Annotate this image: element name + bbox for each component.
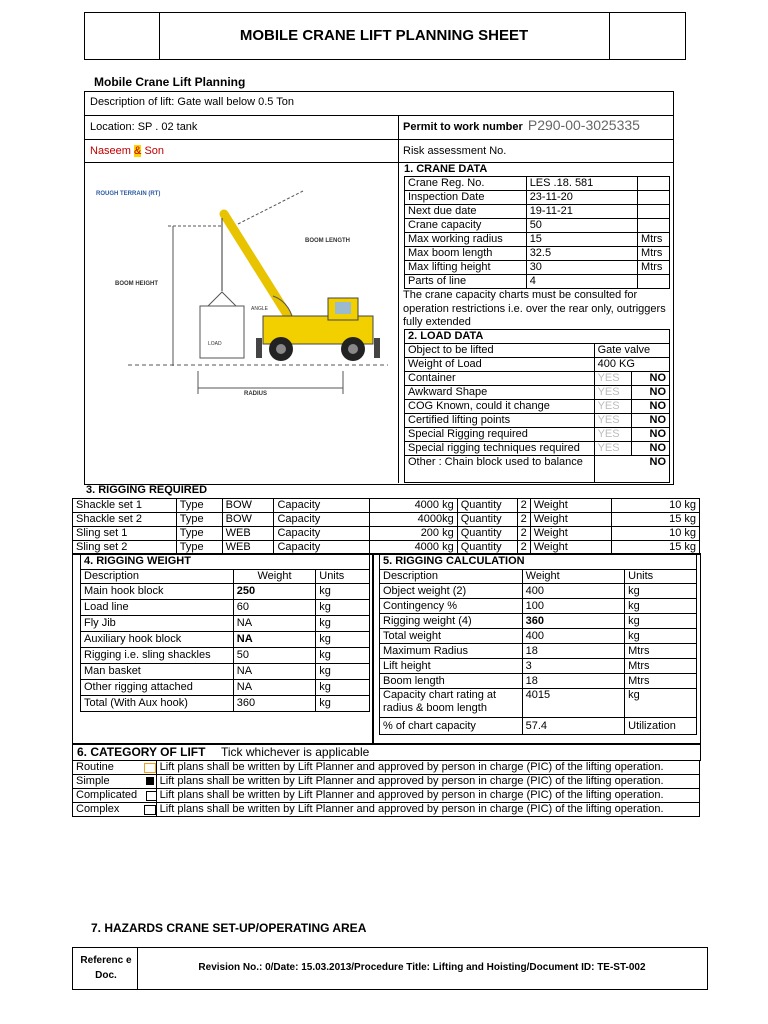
rigging-calc-unit: kg xyxy=(625,614,697,629)
rigging-required-row xyxy=(73,513,700,527)
category-label: Simple xyxy=(76,775,110,787)
load-other-row xyxy=(405,456,670,483)
rigging-weight-row xyxy=(81,664,370,680)
crane-data-row xyxy=(405,261,670,275)
no-option: NO xyxy=(632,428,670,442)
category-checkbox[interactable] xyxy=(144,805,156,815)
no-option: NO xyxy=(632,400,670,414)
rigging-weight-unit: kg xyxy=(316,664,370,680)
category-description: Lift plans shall be written by Lift Planner and approved by person in charge (PIC) of the lifting operation. xyxy=(156,803,699,817)
column-header: Description xyxy=(380,570,523,584)
chart-percent-unit: Utilization xyxy=(625,718,697,735)
crane-data-value: LES .18. 581 xyxy=(526,177,637,191)
weight-label: Weight xyxy=(530,499,612,513)
rigging-weight-value: NA xyxy=(233,680,315,696)
crane-data-value: 30 xyxy=(526,261,637,275)
lift-description: Description of lift: Gate wall below 0.5 Ton xyxy=(90,96,295,108)
weight-label: Weight xyxy=(530,541,612,555)
yes-option: YES xyxy=(594,428,632,442)
rigging-calc-value: 400 xyxy=(522,584,624,599)
lift-section-title: Mobile Crane Lift Planning xyxy=(94,75,246,89)
crane-data-label: Crane Reg. No. xyxy=(405,177,527,191)
rigging-weight-value: 250 xyxy=(233,584,315,600)
company-b: Son xyxy=(144,145,165,157)
load-data-title: 2. LOAD DATA xyxy=(405,330,670,344)
rigging-item-quantity: 2 xyxy=(517,499,530,513)
rigging-item-weight: 15 kg xyxy=(612,513,700,527)
category-checkbox[interactable] xyxy=(146,777,154,785)
chart-percent-value: 57.4 xyxy=(522,718,624,735)
crane-diagram xyxy=(88,166,394,416)
crane-capacity-note: The crane capacity charts must be consulted for operation restrictions i.e. over the rear only, outriggers fully extended xyxy=(403,289,666,328)
rigging-item-name: Sling set 2 xyxy=(73,541,177,555)
load-check-row xyxy=(405,372,670,386)
rigging-item-capacity: 4000kg xyxy=(370,513,458,527)
capacity-chart-desc: Capacity chart rating at radius & boom length xyxy=(380,689,523,718)
rigging-weight-desc: Auxiliary hook block xyxy=(81,632,234,648)
quantity-label: Quantity xyxy=(457,527,517,541)
column-header: Weight xyxy=(233,570,315,584)
rigging-weight-table xyxy=(80,554,370,712)
rigging-calc-table xyxy=(379,554,697,735)
crane-data-value: 50 xyxy=(526,219,637,233)
rigging-item-capacity: 4000 kg xyxy=(370,541,458,555)
rigging-calc-desc: Object weight (2) xyxy=(380,584,523,599)
crane-data-unit xyxy=(638,205,670,219)
rigging-weight-row xyxy=(81,600,370,616)
rigging-weight-title: 4. RIGGING WEIGHT xyxy=(81,555,370,570)
angle-label: ANGLE xyxy=(251,306,268,312)
capacity-chart-unit: kg xyxy=(625,689,697,718)
rigging-calc-row xyxy=(380,659,697,674)
rigging-calc-row xyxy=(380,644,697,659)
rigging-weight-value: NA xyxy=(233,632,315,648)
company-amp: & xyxy=(134,145,142,157)
capacity-chart-value: 4015 xyxy=(522,689,624,718)
rigging-weight-unit: kg xyxy=(316,648,370,664)
rigging-item-type: BOW xyxy=(222,513,274,527)
category-row xyxy=(73,761,700,775)
capacity-label: Capacity xyxy=(274,527,370,541)
crane-data-unit: Mtrs xyxy=(638,247,670,261)
rigging-weight-row xyxy=(81,680,370,696)
object-label: Object to be lifted xyxy=(405,344,595,358)
crane-data-unit: Mtrs xyxy=(638,233,670,247)
category-cell xyxy=(73,803,157,817)
permit-label: Permit to work number xyxy=(403,121,523,133)
rigging-calc-value: 18 xyxy=(522,644,624,659)
quantity-label: Quantity xyxy=(457,499,517,513)
rigging-calc-row xyxy=(380,629,697,644)
load-data-table xyxy=(404,329,670,483)
crane-data-row xyxy=(405,219,670,233)
load-check-label: Special Rigging required xyxy=(405,428,595,442)
rigging-calc-desc: Rigging weight (4) xyxy=(380,614,523,629)
crane-data-unit xyxy=(638,177,670,191)
rigging-weight-desc: Total (With Aux hook) xyxy=(81,696,234,712)
crane-data-table xyxy=(404,176,670,289)
rigging-weight-row xyxy=(81,616,370,632)
category-checkbox[interactable] xyxy=(144,763,156,773)
weight-label: Weight xyxy=(530,527,612,541)
load-check-row xyxy=(405,386,670,400)
category-description: Lift plans shall be written by Lift Planner and approved by person in charge (PIC) of the lifting operation. xyxy=(156,775,699,789)
weight-label: Weight xyxy=(530,513,612,527)
quantity-label: Quantity xyxy=(457,541,517,555)
crane-data-value: 19-11-21 xyxy=(526,205,637,219)
rigging-weight-value: NA xyxy=(233,664,315,680)
object-value: Gate valve xyxy=(594,344,669,358)
crane-data-value: 23-11-20 xyxy=(526,191,637,205)
revision-info: Revision No.: 0/Date: 15.03.2013/Procedure Title: Lifting and Hoisting/Document ID: TE-ST-002 xyxy=(198,962,646,973)
rigging-calc-value: 100 xyxy=(522,599,624,614)
rigging-calc-row xyxy=(380,674,697,689)
load-check-label: Special rigging techniques required xyxy=(405,442,595,456)
rigging-calc-desc: Lift height xyxy=(380,659,523,674)
rigging-calc-unit: kg xyxy=(625,584,697,599)
category-header xyxy=(72,743,701,761)
rigging-calc-desc: Contingency % xyxy=(380,599,523,614)
category-description: Lift plans shall be written by Lift Planner and approved by person in charge (PIC) of the lifting operation. xyxy=(156,761,699,775)
crane-data-unit xyxy=(638,191,670,205)
rigging-required-row xyxy=(73,527,700,541)
rigging-weight-header xyxy=(81,570,370,584)
rigging-weight-unit: kg xyxy=(316,696,370,712)
title-block xyxy=(84,12,686,60)
type-label: Type xyxy=(176,499,222,513)
column-header: Description xyxy=(81,570,234,584)
rigging-item-quantity: 2 xyxy=(517,513,530,527)
radius-label: RADIUS xyxy=(244,391,268,397)
crane-data-row xyxy=(405,191,670,205)
rigging-item-quantity: 2 xyxy=(517,527,530,541)
boom-length-label: BOOM LENGTH xyxy=(305,238,350,244)
crane-data-row xyxy=(405,177,670,191)
rigging-calc-row xyxy=(380,614,697,629)
load-check-row xyxy=(405,414,670,428)
rigging-item-weight: 10 kg xyxy=(612,527,700,541)
no-option: NO xyxy=(632,414,670,428)
rigging-weight-desc: Other rigging attached xyxy=(81,680,234,696)
load-check-row xyxy=(405,442,670,456)
category-table xyxy=(72,760,700,817)
rigging-weight-row xyxy=(81,696,370,712)
rigging-weight-value: 360 xyxy=(233,696,315,712)
rigging-calc-value: 400 xyxy=(522,629,624,644)
rigging-item-type: WEB xyxy=(222,527,274,541)
rigging-weight-value: 50 xyxy=(233,648,315,664)
quantity-label: Quantity xyxy=(457,513,517,527)
category-row xyxy=(73,803,700,817)
crane-data-value: 15 xyxy=(526,233,637,247)
rough-terrain-label: ROUGH TERRAIN (RT) xyxy=(96,191,161,197)
rigging-item-quantity: 2 xyxy=(517,541,530,555)
rigging-weight-unit: kg xyxy=(316,632,370,648)
crane-data-label: Max working radius xyxy=(405,233,527,247)
rigging-item-type: BOW xyxy=(222,499,274,513)
capacity-chart-row xyxy=(380,689,697,718)
rigging-item-name: Shackle set 1 xyxy=(73,499,177,513)
rigging-item-name: Shackle set 2 xyxy=(73,513,177,527)
rigging-item-weight: 15 kg xyxy=(612,541,700,555)
rigging-item-capacity: 200 kg xyxy=(370,527,458,541)
rigging-calc-desc: Boom length xyxy=(380,674,523,689)
rigging-calc-unit: kg xyxy=(625,599,697,614)
category-cell xyxy=(73,761,157,775)
weight-label: Weight of Load xyxy=(405,358,595,372)
rigging-weight-row xyxy=(81,648,370,664)
crane-data-row xyxy=(405,233,670,247)
hazards-title: 7. HAZARDS CRANE SET-UP/OPERATING AREA xyxy=(91,921,367,935)
rigging-weight-value: NA xyxy=(233,616,315,632)
rigging-calc-unit: Mtrs xyxy=(625,644,697,659)
lift-location: Location: SP . 02 tank xyxy=(90,121,198,133)
crane-data-unit xyxy=(638,219,670,233)
crane-data-value: 32.5 xyxy=(526,247,637,261)
boom-height-label: BOOM HEIGHT xyxy=(115,281,158,287)
rigging-calc-desc: Total weight xyxy=(380,629,523,644)
load-check-label: Certified lifting points xyxy=(405,414,595,428)
rigging-calc-value: 18 xyxy=(522,674,624,689)
footer-block xyxy=(72,947,708,990)
rigging-item-name: Sling set 1 xyxy=(73,527,177,541)
category-description: Lift plans shall be written by Lift Planner and approved by person in charge (PIC) of the lifting operation. xyxy=(156,789,699,803)
category-checkbox[interactable] xyxy=(146,791,156,801)
rigging-calc-row xyxy=(380,584,697,599)
no-option: NO xyxy=(632,372,670,386)
load-check-row xyxy=(405,400,670,414)
crane-data-label: Inspection Date xyxy=(405,191,527,205)
type-label: Type xyxy=(176,527,222,541)
load-label: LOAD xyxy=(208,341,222,347)
permit-value: P290-00-3025335 xyxy=(527,117,640,133)
load-check-row xyxy=(405,428,670,442)
rigging-calc-value: 3 xyxy=(522,659,624,674)
rigging-calc-title: 5. RIGGING CALCULATION xyxy=(380,555,697,570)
column-header: Units xyxy=(316,570,370,584)
type-label: Type xyxy=(176,541,222,555)
rigging-weight-desc: Man basket xyxy=(81,664,234,680)
rigging-item-capacity: 4000 kg xyxy=(370,499,458,513)
rigging-item-type: WEB xyxy=(222,541,274,555)
capacity-label: Capacity xyxy=(274,513,370,527)
yes-option: YES xyxy=(594,386,632,400)
crane-data-value: 4 xyxy=(526,275,637,289)
capacity-label: Capacity xyxy=(274,541,370,555)
rigging-weight-desc: Fly Jib xyxy=(81,616,234,632)
crane-data-unit: Mtrs xyxy=(638,261,670,275)
yes-option: YES xyxy=(594,414,632,428)
rigging-weight-desc: Load line xyxy=(81,600,234,616)
category-cell xyxy=(73,789,157,803)
rigging-weight-desc: Main hook block xyxy=(81,584,234,600)
crane-data-row xyxy=(405,275,670,289)
category-row xyxy=(73,789,700,803)
category-title: 6. CATEGORY OF LIFT xyxy=(77,745,206,759)
rigging-required-table xyxy=(72,498,700,555)
category-label: Complex xyxy=(76,803,120,815)
crane-data-label: Max lifting height xyxy=(405,261,527,275)
chart-percent-desc: % of chart capacity xyxy=(380,718,523,735)
rigging-weight-row xyxy=(81,632,370,648)
risk-assessment: Risk assessment No. xyxy=(403,145,507,157)
rigging-calc-unit: Mtrs xyxy=(625,659,697,674)
no-option: NO xyxy=(594,456,669,483)
yes-option: YES xyxy=(594,400,632,414)
page-title: MOBILE CRANE LIFT PLANNING SHEET xyxy=(239,27,529,44)
rigging-weight-unit: kg xyxy=(316,680,370,696)
crane-data-label: Parts of line xyxy=(405,275,527,289)
capacity-label: Capacity xyxy=(274,499,370,513)
load-check-label: Container xyxy=(405,372,595,386)
company-name xyxy=(90,145,164,157)
chart-percent-row xyxy=(380,718,697,735)
rigging-weight-unit: kg xyxy=(316,616,370,632)
no-option: NO xyxy=(632,386,670,400)
rigging-required-title: 3. RIGGING REQUIRED xyxy=(86,484,208,496)
rigging-required-row xyxy=(73,499,700,513)
no-option: NO xyxy=(632,442,670,456)
crane-data-unit xyxy=(638,275,670,289)
rigging-calc-value: 360 xyxy=(522,614,624,629)
crane-data-label: Max boom length xyxy=(405,247,527,261)
rigging-calc-unit: Mtrs xyxy=(625,674,697,689)
category-label: Complicated xyxy=(76,789,138,801)
rigging-calc-header xyxy=(380,570,697,584)
category-row xyxy=(73,775,700,789)
rigging-calc-unit: kg xyxy=(625,629,697,644)
rigging-weight-unit: kg xyxy=(316,584,370,600)
reference-doc: Referenc e Doc. xyxy=(80,955,132,981)
crane-data-label: Next due date xyxy=(405,205,527,219)
column-header: Weight xyxy=(522,570,624,584)
load-check-label: Awkward Shape xyxy=(405,386,595,400)
rigging-weight-unit: kg xyxy=(316,600,370,616)
rigging-item-weight: 10 kg xyxy=(612,499,700,513)
crane-data-row xyxy=(405,205,670,219)
crane-data-row xyxy=(405,247,670,261)
category-label: Routine xyxy=(76,761,114,773)
weight-value: 400 KG xyxy=(594,358,669,372)
rigging-calc-desc: Maximum Radius xyxy=(380,644,523,659)
type-label: Type xyxy=(176,513,222,527)
crane-data-title: 1. CRANE DATA xyxy=(404,163,488,175)
rigging-weight-value: 60 xyxy=(233,600,315,616)
rigging-weight-row xyxy=(81,584,370,600)
rigging-weight-desc: Rigging i.e. sling shackles xyxy=(81,648,234,664)
company-a: Naseem xyxy=(90,145,131,157)
category-cell xyxy=(73,775,157,789)
rigging-calc-row xyxy=(380,599,697,614)
load-check-label: COG Known, could it change xyxy=(405,400,595,414)
yes-option: YES xyxy=(594,372,632,386)
permit-row xyxy=(403,117,640,133)
load-other-label: Other : Chain block used to balance xyxy=(405,456,595,483)
column-header: Units xyxy=(625,570,697,584)
category-subtitle: Tick whichever is applicable xyxy=(221,745,370,759)
yes-option: YES xyxy=(594,442,632,456)
crane-data-label: Crane capacity xyxy=(405,219,527,233)
